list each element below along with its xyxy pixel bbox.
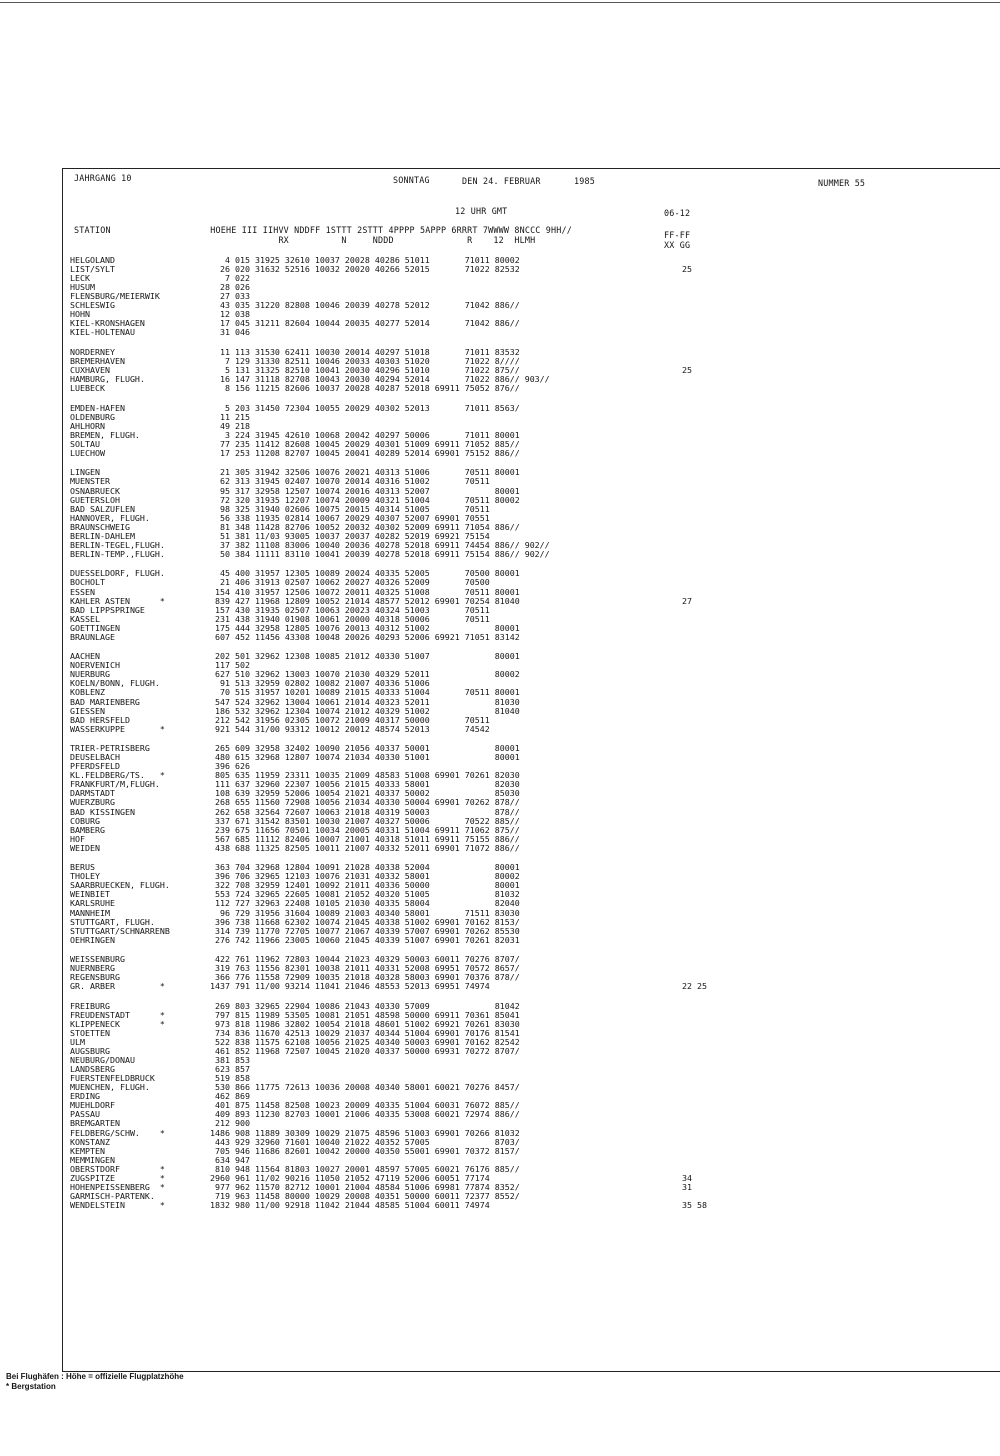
station-name: WEIDEN	[70, 842, 100, 853]
station-name: KL.FELDBERG/TS. *	[70, 770, 165, 781]
gust-value: 25	[682, 264, 692, 275]
station-data: 337 671 31542 83501 10030 21007 40327 50006 70522 885//	[210, 815, 520, 826]
station-name: NOERVENICH	[70, 660, 120, 671]
station-data: 607 452 11456 43308 10048 20026 40293 52006 69921 71051 83142	[210, 631, 520, 642]
station-name: OEHRINGEN	[70, 934, 115, 945]
station-name: MUEHLDORF	[70, 1100, 115, 1111]
station-name: LUECHOW	[70, 447, 105, 458]
station-data: 202 501 32962 12308 10085 21012 40330 51007 80001	[210, 651, 520, 662]
station-name: DEUSELBACH	[70, 752, 120, 763]
station-row	[70, 550, 998, 559]
station-name: FRANKFURT/M,FLUGH.	[70, 779, 160, 790]
station-data: 269 803 32965 22904 10086 21043 40330 57009 81042	[210, 1000, 520, 1011]
station-name: KARLSRUHE	[70, 898, 115, 909]
station-name: THOLEY	[70, 871, 100, 882]
station-name: NORDERNEY	[70, 346, 115, 357]
station-name: WUERZBURG	[70, 797, 115, 808]
station-name: AHLHORN	[70, 420, 105, 431]
footnote-airports: Bei Flughäfen : Höhe = offizielle Flugplatzhöhe	[6, 1372, 184, 1381]
station-data: 462 869	[210, 1091, 250, 1102]
station-data: 50 384 11111 83110 10041 20039 40278 52018 69911 75154 886// 902//	[210, 548, 550, 559]
station-data: 401 875 11458 82508 10023 20009 40335 51004 60031 76072 885//	[210, 1100, 520, 1111]
station-name: HOHN	[70, 309, 90, 320]
station-data: 381 853	[210, 1055, 250, 1066]
station-data: 157 430 31935 02507 10063 20023 40324 51003 70511	[210, 604, 490, 615]
station-name: FELDBERG/SCHW. *	[70, 1127, 165, 1138]
station-name: KOELN/BONN, FLUGH.	[70, 678, 160, 689]
station-name: LINGEN	[70, 467, 100, 478]
station-name: GIESSEN	[70, 705, 105, 716]
station-data: 7 022	[210, 273, 250, 284]
station-data: 396 626	[210, 761, 250, 772]
station-name: COBURG	[70, 815, 100, 826]
station-data: 705 946 11686 82601 10042 20000 40350 55001 69901 70372 8157/	[210, 1145, 520, 1156]
station-name: GOETTINGEN	[70, 622, 120, 633]
station-data: 56 338 11935 02814 10067 20029 40307 52007 69901 70551	[210, 512, 490, 523]
station-name: KASSEL	[70, 613, 100, 624]
station-name: BAD HERSFELD	[70, 714, 130, 725]
station-name: BREMERHAVEN	[70, 355, 125, 366]
station-name: DUESSELDORF, FLUGH.	[70, 568, 165, 579]
station-name: BAD KISSINGEN	[70, 806, 135, 817]
gust-value: 35 58	[682, 1199, 707, 1210]
station-data: 627 510 32962 13003 10070 21030 40329 52011 80002	[210, 669, 520, 680]
weekday: SONNTAG	[393, 175, 430, 185]
station-name: FUERSTENFELDBRUCK	[70, 1073, 155, 1084]
ff-header-sub: XX GG	[664, 240, 691, 250]
station-name: MUENCHEN, FLUGH.	[70, 1082, 150, 1093]
station-table	[70, 256, 998, 1210]
station-data: 5 131 31325 82510 10041 20030 40296 51010 71022 875//	[210, 365, 520, 376]
station-data: 7 129 31330 82511 10046 20033 40303 51020 71022 8////	[210, 355, 520, 366]
station-data: 480 615 32968 12807 10074 21034 40330 51001 80001	[210, 752, 520, 763]
station-data: 265 609 32958 32402 10090 21056 40337 50001 80001	[210, 743, 520, 754]
station-name: KIEL-KRONSHAGEN	[70, 318, 145, 329]
station-name: FREUDENSTADT *	[70, 1009, 165, 1020]
station-name: WASSERKUPPE *	[70, 723, 165, 734]
station-name: AUGSBURG	[70, 1046, 110, 1057]
station-data: 8 156 11215 82606 10037 20028 40287 52018 69911 75052 876//	[210, 383, 520, 394]
station-name: WENDELSTEIN *	[70, 1199, 165, 1210]
station-name: BREMGARTEN	[70, 1118, 120, 1129]
period-label: 06-12	[664, 208, 691, 218]
station-name: HANNOVER, FLUGH.	[70, 512, 150, 523]
station-name: OLDENBURG	[70, 411, 115, 422]
station-name: WEISSENBURG	[70, 954, 125, 965]
station-name: FLENSBURG/MEIERWIK	[70, 291, 160, 302]
station-row	[70, 449, 998, 458]
station-data: 186 532 32962 12304 10074 21012 40329 51002 81040	[210, 705, 520, 716]
station-name: HUSUM	[70, 282, 95, 293]
station-name: OBERSTDORF *	[70, 1163, 165, 1174]
station-name: BERLIN-TEMP.,FLUGH.	[70, 548, 165, 559]
station-data: 314 739 11770 72705 10077 21067 40339 57007 69901 70262 85530	[210, 925, 520, 936]
jahrgang: JAHRGANG 10	[74, 173, 132, 183]
station-data: 805 635 11959 23311 10035 21009 48583 51008 69901 70261 82030	[210, 770, 520, 781]
station-data: 21 406 31913 02507 10062 20027 40326 52009 70500	[210, 577, 490, 588]
station-name: LECK	[70, 273, 90, 284]
station-name: SCHLESWIG	[70, 300, 115, 311]
station-name: STUTTGART, FLUGH.	[70, 916, 155, 927]
station-name: ESSEN	[70, 586, 95, 597]
station-row	[70, 384, 998, 393]
gust-value: 31	[682, 1181, 692, 1192]
station-name: HOHENPEISSENBERG *	[70, 1181, 165, 1192]
station-name: FREIBURG	[70, 1000, 110, 1011]
station-data: 3 224 31945 42610 10068 20042 40297 50006 71011 80001	[210, 429, 520, 440]
station-name: BRAUNLAGE	[70, 631, 115, 642]
station-data: 977 962 11570 82712 10001 21004 48584 51006 69981 77874 8352/	[210, 1181, 520, 1192]
station-name: KLIPPENECK *	[70, 1018, 165, 1029]
station-data: 51 381 11/03 93005 10037 20037 40282 52019 69921 75154	[210, 530, 490, 541]
station-data: 921 544 31/00 93312 10012 20012 48574 52013 74542	[210, 723, 490, 734]
gust-value: 25	[682, 365, 692, 376]
station-data: 396 738 11668 62302 10074 21045 40338 51002 69901 70162 8153/	[210, 916, 520, 927]
station-row	[70, 633, 998, 642]
station-row	[70, 844, 998, 853]
station-name: NEUBURG/DONAU	[70, 1055, 135, 1066]
station-name: STOETTEN	[70, 1028, 110, 1039]
station-name: BREMEN, FLUGH.	[70, 429, 140, 440]
station-data: 973 818 11986 32802 10054 21018 48601 51002 69921 70261 83030	[210, 1018, 520, 1029]
station-data: 839 427 11968 12809 10052 21014 48577 52012 69901 70254 81040	[210, 595, 520, 606]
station-data: 461 852 11968 72507 10045 21020 40337 50000 69931 70272 8707/	[210, 1046, 520, 1057]
station-data: 396 706 32965 12103 10076 21031 40332 58001 80002	[210, 871, 520, 882]
year: 1985	[574, 176, 595, 186]
top-rule	[0, 2, 1000, 3]
station-name: BAMBERG	[70, 824, 105, 835]
station-name: REGENSBURG	[70, 972, 120, 983]
station-name: STUTTGART/SCHNARRENB	[70, 925, 170, 936]
station-data: 276 742 11966 23005 10060 21045 40339 51007 69901 70261 82031	[210, 934, 520, 945]
station-name: AACHEN	[70, 651, 100, 662]
station-data: 2960 961 11/02 90216 11050 21052 47119 52006 60051 77174	[210, 1172, 490, 1183]
station-data: 12 038	[210, 309, 250, 320]
station-data: 212 900	[210, 1118, 250, 1129]
station-name: GARMISCH-PARTENK.	[70, 1190, 155, 1201]
station-name: KOBLENZ	[70, 687, 105, 698]
station-data: 21 305 31942 32506 10076 20021 40313 51006 70511 80001	[210, 467, 520, 478]
station-name: DARMSTADT	[70, 788, 115, 799]
station-data: 438 688 11325 82505 10011 21007 40332 52011 69901 71072 886//	[210, 842, 520, 853]
station-data: 45 400 31957 12305 10089 20024 40335 52005 70500 80001	[210, 568, 520, 579]
station-name: BAD SALZUFLEN	[70, 503, 135, 514]
station-name: KEMPTEN	[70, 1145, 105, 1156]
station-name: ULM	[70, 1037, 85, 1048]
station-name: NUERNBERG	[70, 963, 115, 974]
station-row	[70, 982, 998, 991]
station-name: MEMMINGEN	[70, 1154, 115, 1165]
station-name: BOCHOLT	[70, 577, 105, 588]
station-data: 366 776 11558 72909 10035 21018 40328 58003 69901 70376 878//	[210, 972, 520, 983]
gust-value: 34	[682, 1172, 692, 1183]
station-name: HAMBURG, FLUGH.	[70, 374, 145, 385]
station-name: BAD LIPPSPRINGE	[70, 604, 145, 615]
station-data: 1832 980 11/00 92918 11042 21044 48585 51004 60011 74974	[210, 1199, 490, 1210]
station-data: 77 235 11412 82608 10045 20029 40301 51009 69911 71052 885//	[210, 438, 520, 449]
gust-value: 22 25	[682, 981, 707, 992]
station-name: LANDSBERG	[70, 1064, 115, 1075]
station-data: 1486 908 11889 30309 10029 21075 48596 51003 69901 70266 81032	[210, 1127, 520, 1138]
station-data: 239 675 11656 70501 10034 20005 40331 51004 69911 71062 875//	[210, 824, 520, 835]
station-name: KIEL-HOLTENAU	[70, 327, 135, 338]
station-name: PASSAU	[70, 1109, 100, 1120]
station-data: 810 948 11564 81803 10027 20001 48597 57005 60021 76176 885//	[210, 1163, 520, 1174]
station-data: 319 763 11556 82301 10038 21011 40331 52008 69951 70572 8657/	[210, 963, 520, 974]
station-data: 530 866 11775 72613 10036 20008 40340 58001 60021 70276 8457/	[210, 1082, 520, 1093]
station-name: BERUS	[70, 862, 95, 873]
station-data: 212 542 31956 02305 10072 21009 40317 50000 70511	[210, 714, 490, 725]
station-name: LUEBECK	[70, 383, 105, 394]
station-name: BERLIN-DAHLEM	[70, 530, 135, 541]
ff-header: FF-FF	[664, 230, 691, 240]
station-name: GR. ARBER *	[70, 981, 165, 992]
station-data: 634 947	[210, 1154, 250, 1165]
station-data: 81 348 11428 82706 10052 20032 40302 52009 69911 71054 886//	[210, 521, 520, 532]
station-name: LIST/SYLT	[70, 264, 115, 275]
station-data: 62 313 31945 02407 10070 20014 40316 51002 70511	[210, 476, 490, 487]
station-name: BERLIN-TEGEL,FLUGH.	[70, 539, 165, 550]
station-name: TRIER-PETRISBERG	[70, 743, 150, 754]
station-data: 43 035 31220 82808 10046 20039 40278 52012 71042 886//	[210, 300, 520, 311]
station-row	[70, 725, 998, 734]
station-name: KONSTANZ	[70, 1136, 110, 1147]
station-data: 26 020 31632 52516 10032 20020 40266 52015 71022 82532	[210, 264, 520, 275]
station-data: 231 438 31940 01908 10061 20000 40318 50006 70511	[210, 613, 490, 624]
station-name: KAHLER ASTEN *	[70, 595, 165, 606]
station-data: 719 963 11458 80000 10029 20008 40351 50000 60011 72377 8552/	[210, 1190, 520, 1201]
station-data: 117 502	[210, 660, 250, 671]
gust-value: 27	[682, 595, 692, 606]
station-data: 11 113 31530 62411 10030 20014 40297 51018 71011 83532	[210, 346, 520, 357]
station-data: 37 382 11108 83006 10040 20036 40278 52018 69911 74454 886// 902//	[210, 539, 550, 550]
station-data: 409 893 11230 82703 10001 21006 40335 53008 60021 72974 886//	[210, 1109, 520, 1120]
station-data: 154 410 31957 12506 10072 20011 40325 51008 70511 80001	[210, 586, 520, 597]
station-name: ERDING	[70, 1091, 100, 1102]
station-name: OSNABRUECK	[70, 485, 120, 496]
station-row	[70, 1201, 998, 1210]
station-data: 553 724 32965 22605 10081 21052 40320 51005 81032	[210, 889, 520, 900]
station-name: EMDEN-HAFEN	[70, 402, 125, 413]
station-data: 49 218	[210, 420, 250, 431]
station-data: 31 046	[210, 327, 250, 338]
station-data: 4 015 31925 32610 10037 20028 40286 51011 71011 80002	[210, 255, 520, 265]
station-name: WEINBIET	[70, 889, 110, 900]
station-data: 519 858	[210, 1073, 250, 1084]
station-name: HOF	[70, 833, 85, 844]
station-row	[70, 328, 998, 337]
station-data: 443 929 32960 71601 10040 21022 40352 57005 8703/	[210, 1136, 520, 1147]
station-data: 363 704 32968 12804 10091 21028 40338 52004 80001	[210, 862, 520, 873]
observation-time: 12 UHR GMT	[455, 206, 508, 216]
station-data: 322 708 32959 12401 10092 21011 40336 50000 80001	[210, 880, 520, 891]
station-name: ZUGSPITZE *	[70, 1172, 165, 1183]
station-data: 95 317 32958 12507 10074 20016 40313 52007 80001	[210, 485, 520, 496]
station-name: BRAUNSCHWEIG	[70, 521, 130, 532]
station-name: MANNHEIM	[70, 907, 110, 918]
station-data: 98 325 31940 02606 10075 20015 40314 51005 70511	[210, 503, 490, 514]
station-data: 91 513 32959 02802 10082 21007 40336 51006	[210, 678, 430, 689]
station-name: SAARBRUECKEN, FLUGH.	[70, 880, 170, 891]
station-data: 567 685 11112 82406 10007 21001 40318 51011 69911 75155 886//	[210, 833, 520, 844]
station-data: 96 729 31956 31604 10089 21003 40340 58001 71511 83030	[210, 907, 520, 918]
station-data: 28 026	[210, 282, 250, 293]
station-name: PFERDSFELD	[70, 761, 120, 772]
station-name: BAD MARIENBERG	[70, 696, 140, 707]
station-name: MUENSTER	[70, 476, 110, 487]
station-data: 17 253 11208 82707 10045 20041 40289 52014 69901 75152 886//	[210, 447, 520, 458]
station-data: 1437 791 11/00 93214 11041 21046 48553 52013 69951 74974	[210, 981, 490, 992]
station-data: 112 727 32963 22408 10105 21030 40335 58004 82040	[210, 898, 520, 909]
station-data: 27 033	[210, 291, 250, 302]
station-data: 547 524 32962 13004 10061 21014 40323 52011 81030	[210, 696, 520, 707]
footnote-mountain: * Bergstation	[6, 1382, 56, 1391]
issue-number: NUMMER 55	[818, 178, 866, 188]
date: DEN 24. FEBRUAR	[462, 176, 541, 186]
station-data: 108 639 32959 52006 10054 21021 40337 50002 85030	[210, 788, 520, 799]
station-name: GUETERSLOH	[70, 494, 120, 505]
station-data: 268 655 11560 72908 10056 21034 40330 50004 69901 70262 878//	[210, 797, 520, 808]
station-data: 16 147 31118 82708 10043 20030 40294 52014 71022 886// 903//	[210, 374, 550, 385]
station-data: 422 761 11962 72803 10044 21023 40329 50003 60011 70276 8707/	[210, 954, 520, 965]
station-data: 175 444 32958 12805 10076 20013 40312 51002 80001	[210, 622, 520, 633]
station-name: SOLTAU	[70, 438, 100, 449]
station-data: 111 637 32960 22307 10056 21015 40333 58001 82030	[210, 779, 520, 790]
column-headers: STATION HOEHE III IIHVV NDDFF 1STTT 2STTT 4PPPP 5APPP 6RRRT 7WWWW 8NCCC 9HH//	[74, 225, 573, 235]
station-name: NUERBURG	[70, 669, 110, 680]
station-data: 734 836 11670 42513 10029 21037 40344 51004 69901 70176 81541	[210, 1028, 520, 1039]
station-data: 623 857	[210, 1064, 250, 1075]
station-data: 522 838 11575 62108 10056 21025 40340 50003 69901 70162 82542	[210, 1037, 520, 1048]
station-name: CUXHAVEN	[70, 365, 110, 376]
station-data: 797 815 11989 53505 10081 21051 48598 50000 69911 70361 85041	[210, 1009, 520, 1020]
station-name: HELGOLAND	[70, 255, 115, 265]
station-row	[70, 936, 998, 945]
station-data: 5 203 31450 72304 10055 20029 40302 52013 71011 8563/	[210, 402, 520, 413]
station-data: 11 215	[210, 411, 250, 422]
station-data: 72 320 31935 12207 10074 20009 40321 51004 70511 80002	[210, 494, 520, 505]
station-data: 262 658 32564 72607 10063 21018 40319 50003 878//	[210, 806, 520, 817]
column-headers-sub: RX N NDDD R 12 HLMH	[74, 235, 536, 245]
station-data: 17 045 31211 82604 10044 20035 40277 52014 71042 886//	[210, 318, 520, 329]
station-data: 70 515 31957 10201 10089 21015 40333 51004 70511 80001	[210, 687, 520, 698]
